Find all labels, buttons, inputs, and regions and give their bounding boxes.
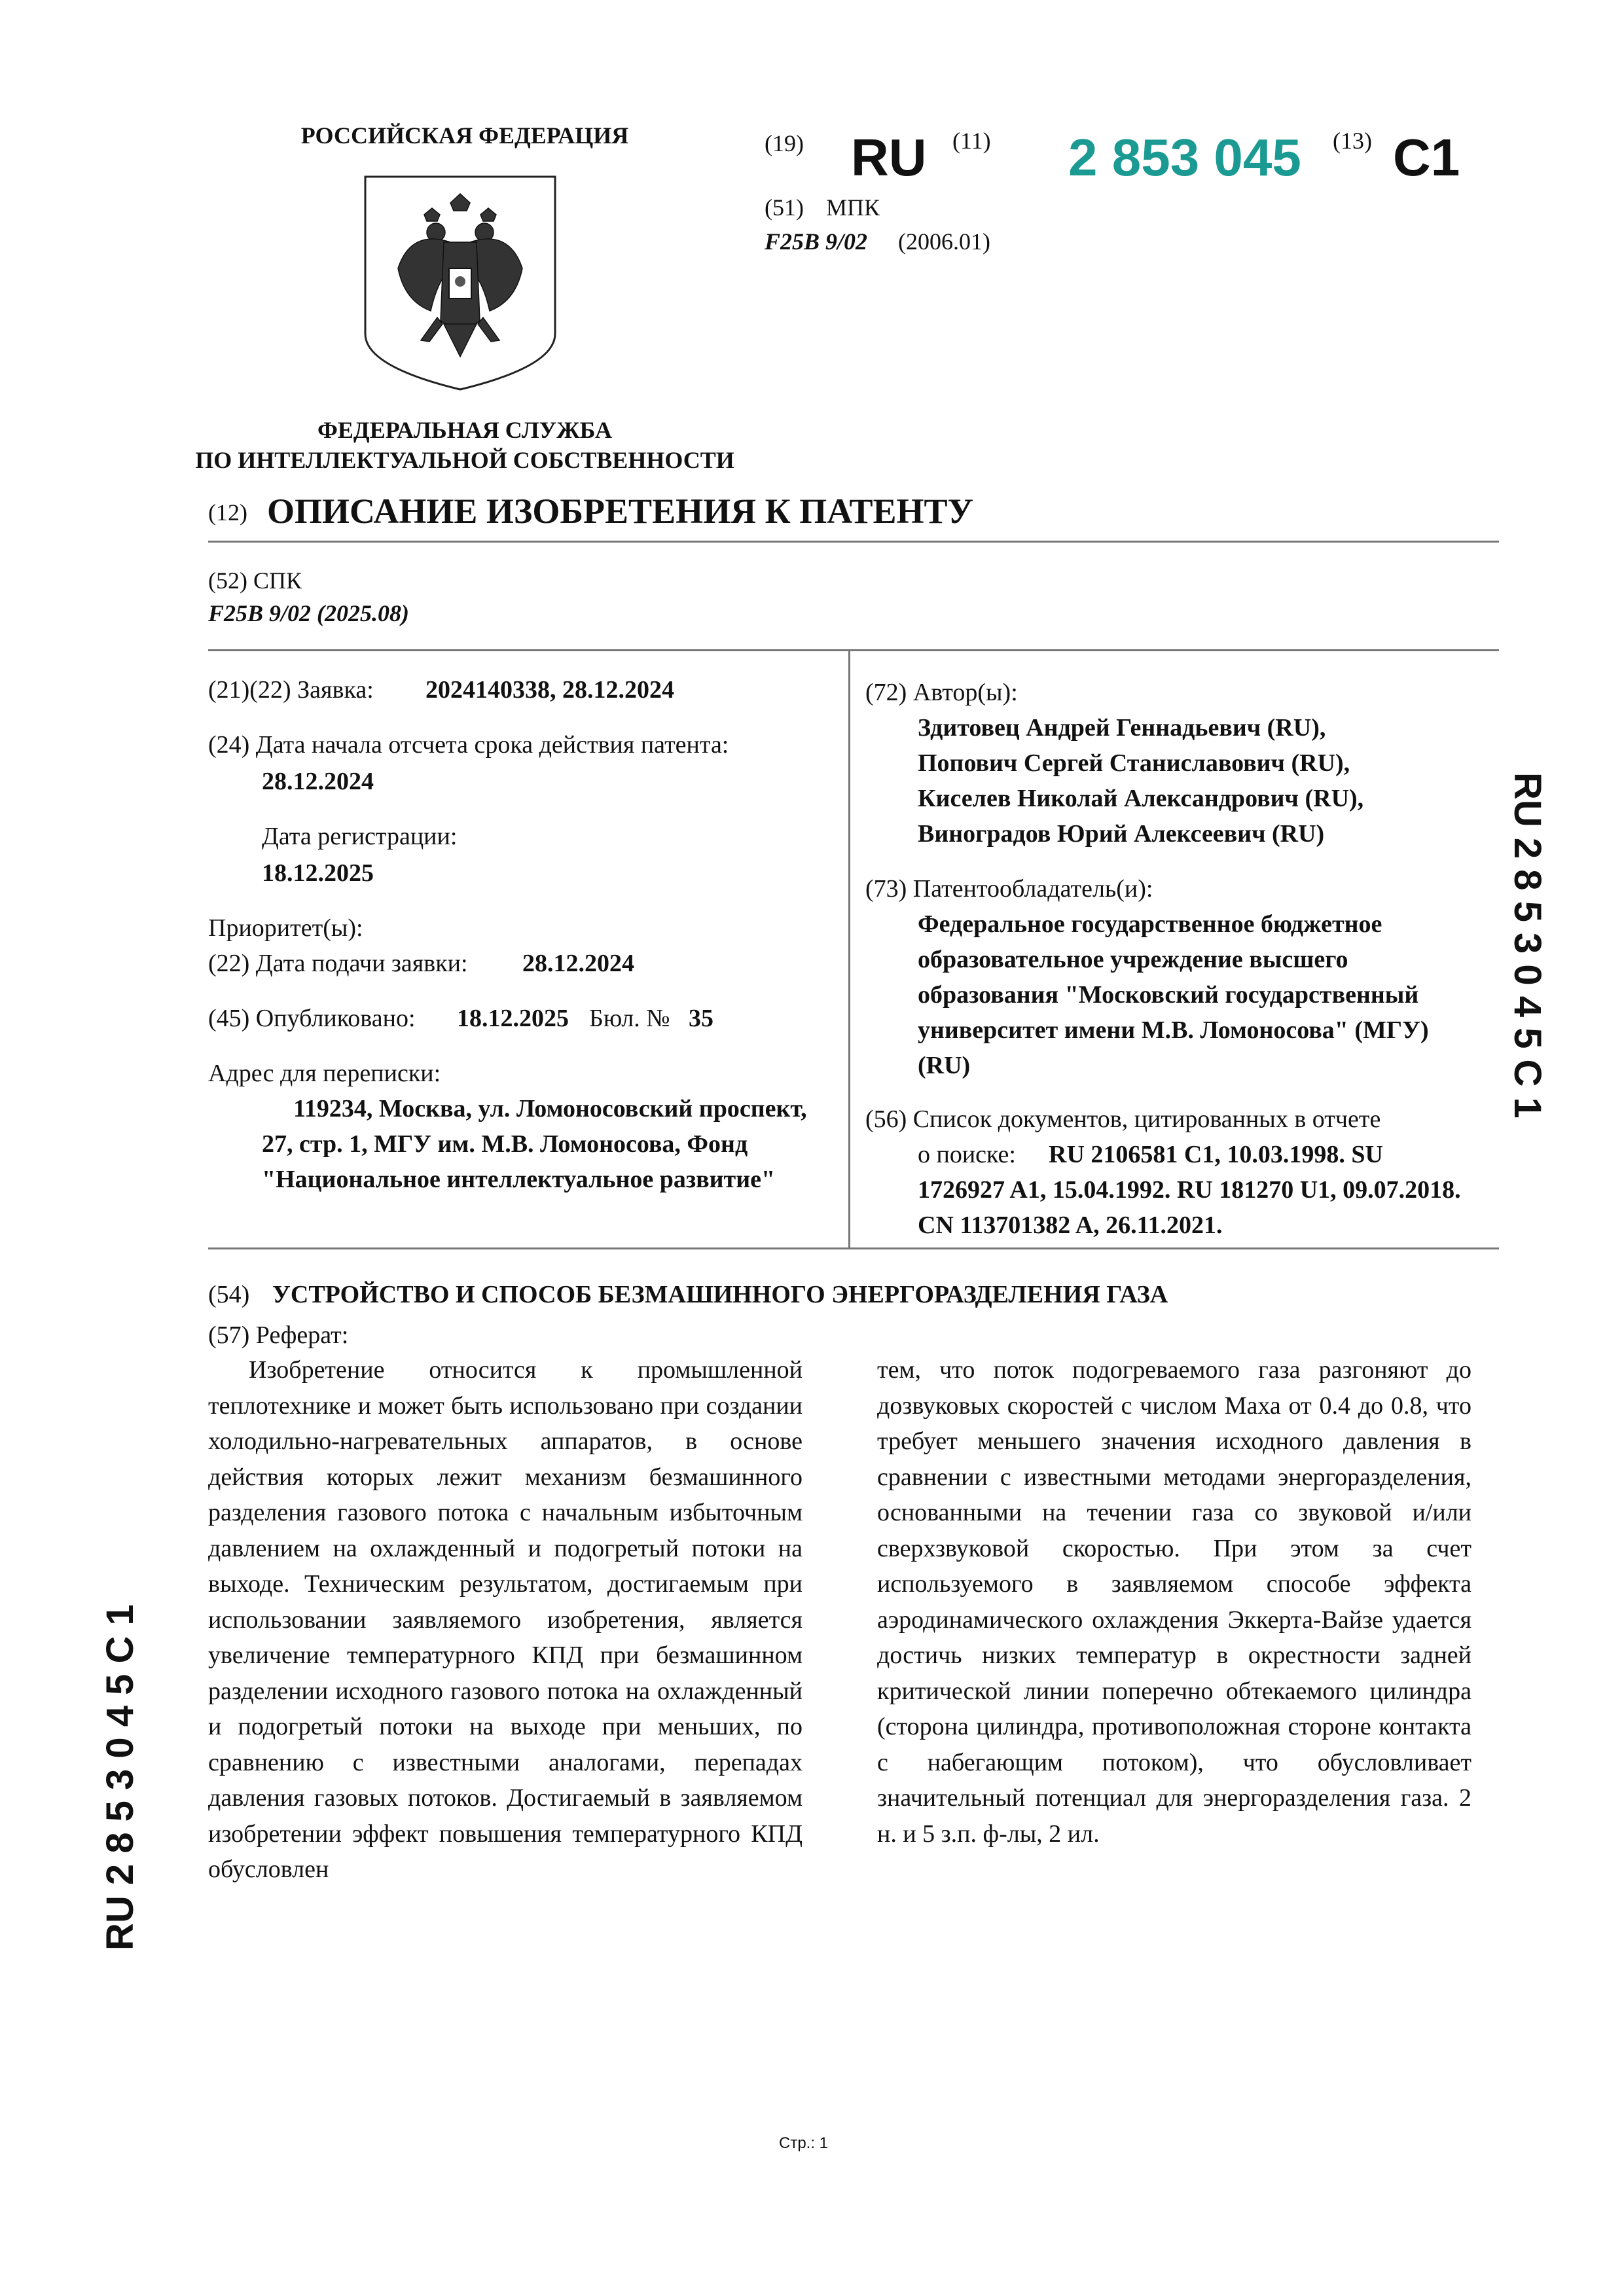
spk-label: (52) СПК: [208, 567, 302, 594]
patent-number: 2 853 045: [1068, 128, 1301, 187]
coat-of-arms-emblem: [359, 170, 562, 396]
address-line-1: 119234, Москва, ул. Ломоносовский проспект,: [293, 1095, 807, 1122]
country-name: РОССИЙСКАЯ ФЕДЕРАЦИЯ: [300, 122, 629, 149]
holder-line-2: образовательное учреждение высшего: [918, 946, 1348, 973]
registration-label: Дата регистрации:: [262, 823, 458, 850]
filing-date-value: 28.12.2024: [522, 950, 634, 977]
abstract-label: (57) Реферат:: [208, 1321, 349, 1349]
author-2: Попович Сергей Станиславович (RU),: [918, 749, 1350, 777]
reference-line-1: RU 2106581 C1, 10.03.1998. SU: [1049, 1141, 1383, 1168]
filing-date-label: (22) Дата подачи заявки:: [208, 950, 468, 977]
divider-1: [208, 541, 1499, 543]
author-1: Здитовец Андрей Геннадьевич (RU),: [918, 714, 1326, 742]
code-51: (51): [765, 194, 804, 221]
code-13: (13): [1333, 128, 1372, 154]
priority-label: Приоритет(ы):: [208, 914, 363, 942]
side-number-right: RU 2 8 5 3 0 4 5 C 1: [1506, 772, 1549, 1119]
term-start-value: 28.12.2024: [262, 768, 374, 795]
kind-code: C1: [1393, 128, 1460, 187]
address-line-3: "Национальное интеллектуальное развитие": [262, 1166, 776, 1193]
reference-line-3: CN 113701382 A, 26.11.2021.: [918, 1211, 1223, 1239]
application-label: (21)(22) Заявка:: [208, 676, 374, 704]
author-4: Виноградов Юрий Алексеевич (RU): [918, 820, 1325, 848]
code-19: (19): [765, 130, 804, 156]
bulletin-label: Бюл. №: [589, 1005, 670, 1032]
term-start-label: (24) Дата начала отсчета срока действия патента:: [208, 731, 729, 759]
country-code-ru: RU: [851, 128, 927, 187]
references-label-1: (56) Список документов, цитированных в отчете: [865, 1105, 1381, 1133]
side-number-left: RU 2 8 5 3 0 4 5 C 1: [99, 1604, 141, 1950]
mpk-label: МПК: [826, 194, 880, 221]
address-line-2: 27, стр. 1, МГУ им. М.В. Ломоносова, Фонд: [262, 1130, 748, 1158]
divider-2: [208, 649, 1499, 651]
holder-line-1: Федеральное государственное бюджетное: [918, 910, 1382, 938]
agency-line-1: ФЕДЕРАЛЬНАЯ СЛУЖБА: [317, 417, 612, 443]
spk-value: F25B 9/02 (2025.08): [208, 600, 410, 626]
column-divider: [848, 651, 850, 1247]
abstract-column-right: [877, 1352, 1471, 1852]
reference-line-2: 1726927 A1, 15.04.1992. RU 181270 U1, 09.07.2018.: [918, 1176, 1461, 1204]
references-label-2: о поиске:: [918, 1141, 1016, 1168]
page-number: Стр.: 1: [779, 2134, 829, 2152]
address-label: Адрес для переписки:: [208, 1060, 441, 1087]
holder-line-3: образования "Московский государственный: [918, 981, 1419, 1009]
mpk-date: (2006.01): [898, 228, 990, 255]
code-11: (11): [952, 128, 991, 154]
invention-title: УСТРОЙСТВО И СПОСОБ БЕЗМАШИННОГО ЭНЕРГОРАЗДЕЛЕНИЯ ГАЗА: [272, 1281, 1168, 1308]
published-value: 18.12.2025: [457, 1005, 569, 1032]
application-value: 2024140338, 28.12.2024: [425, 676, 674, 704]
code-12: (12): [208, 499, 247, 526]
published-label: (45) Опубликовано:: [208, 1005, 416, 1032]
holder-line-4: университет имени М.В. Ломоносова" (МГУ): [918, 1016, 1429, 1044]
abstract-text-left: Изобретение относится к промышленной теплотехнике и может быть использовано при создании холодильно-нагревательных аппаратов, в основе действия которых лежит механизм безмашинного разделения газового потока с начальным избыточным давлением на охлажденный и подогретый потоки на выходе. Техническим результатом, достигаемым при использовании заявляемого изобретения, является увеличение температурного КПД при безмашинном разделении исходного газового потока на охлажденный и подогретый потоки на выходе при меньших, по сравнению с известными аналогами, перепадах давления газовых потоков. Достигаемый в заявляемом изобретении эффект повышения температурного КПД обусловлен: [208, 1356, 803, 1883]
divider-3: [208, 1247, 1499, 1249]
abstract-column-left: [208, 1352, 803, 1888]
holder-line-5: (RU): [918, 1052, 971, 1079]
registration-value: 18.12.2025: [262, 859, 374, 887]
authors-label: (72) Автор(ы):: [865, 679, 1018, 706]
holder-label: (73) Патентообладатель(и):: [865, 875, 1153, 903]
document-title: ОПИСАНИЕ ИЗОБРЕТЕНИЯ К ПАТЕНТУ: [267, 492, 974, 531]
abstract-text-right: тем, что поток подогреваемого газа разгоняют до дозвуковых скоростей с числом Маха от 0.4 до 0.8, что требует меньшего значения исходного давления в сравнении с известными методами энергоразделения, основанными на течении газа со звуковой и/или сверхзвуковой скоростью. При этом за счет используемого в заявляемом способе эффекта аэродинамического охлаждения Эккерта-Вайзе удается достичь низких температур в окрестности задней критической линии поперечно обтекаемого цилиндра (сторона цилиндра, противоположная стороне контакта с набегающим потоком), что обусловливает значительный потенциал для энергоразделения газа. 2 н. и 5 з.п. ф-лы, 2 ил.: [877, 1356, 1471, 1848]
author-3: Киселев Николай Александрович (RU),: [918, 785, 1364, 812]
bulletin-value: 35: [689, 1005, 713, 1032]
agency-line-2: ПО ИНТЕЛЛЕКТУАЛЬНОЙ СОБСТВЕННОСТИ: [195, 447, 734, 473]
code-54: (54): [208, 1281, 250, 1308]
mpk-class: F25B 9/02: [765, 228, 868, 255]
